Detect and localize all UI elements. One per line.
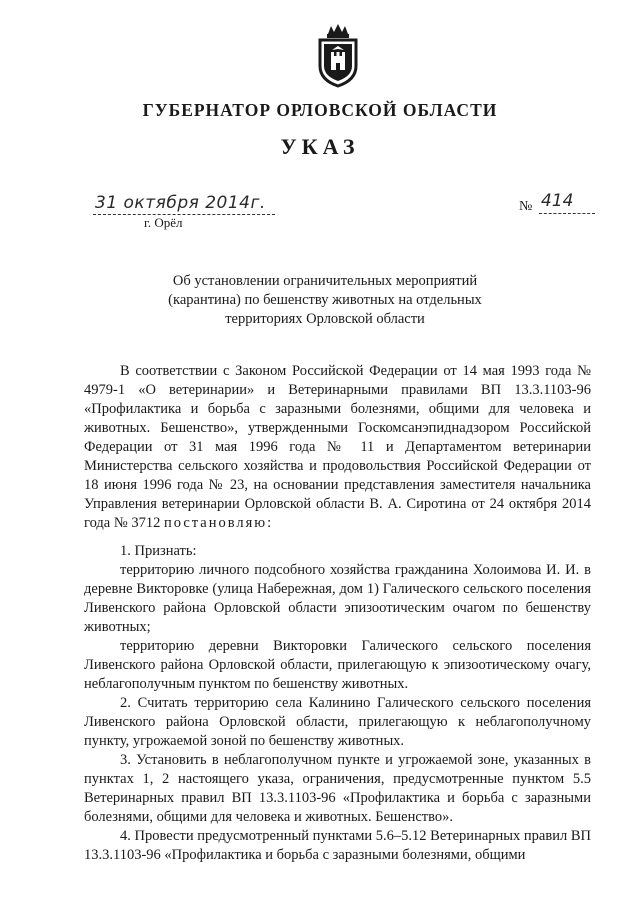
item-3: 3. Установить в неблагополучном пункте и угрожаемой зоне, указанных в пунктах 1, 2 настоящего указа, ограничения, предусмотренные пунктом 5.5 Ветеринарных правил ВП 13.3.1103-96 «Профилактика и борьба с заразными болезнями, общими для человека и животных. Бешенство». <box>84 752 591 825</box>
preamble-paragraph <box>84 362 591 533</box>
decree-items <box>84 542 591 865</box>
resolve-word: постановляю: <box>163 515 274 531</box>
preamble <box>84 362 591 533</box>
item-4: 4. Провести предусмотренный пунктами 5.6–5.12 Ветеринарных правил ВП 13.3.1103-96 «Профилактика и борьба с заразными болезнями, общими <box>84 828 591 863</box>
number-handwritten: 414 <box>541 191 574 211</box>
item-2: 2. Считать территорию села Калинино Галического сельского поселения Ливенского района Орловской области, прилегающую к неблагополучному пункту, угрожаемой зоной по бешенству животных. <box>84 695 591 749</box>
date-handwritten: 31 октября 2014г. <box>95 193 266 213</box>
item-1-text-b: территорию деревни Викторовки Галического сельского поселения Ливенского района Орловской области, прилегающую к эпизоотическому очагу, неблагополучным пунктом по бешенству животных. <box>84 638 591 692</box>
authority-title: ГУБЕРНАТОР ОРЛОВСКОЙ ОБЛАСТИ <box>142 100 498 120</box>
item-1-heading: 1. Признать: <box>120 543 197 559</box>
subject-block <box>130 272 520 329</box>
number-label: № <box>519 199 533 214</box>
subject-line: Об установлении ограничительных мероприятий <box>172 273 478 289</box>
city-label: г. Орёл <box>144 215 183 230</box>
preamble-text: В соответствии с Законом Российской Федерации от 14 мая 1993 года № 4979-1 «О ветеринарии» и Ветеринарными правилами ВП 13.3.1103-96 «Профилактика и борьба с заразными болезнями, общими для человека и животных. Бешенство», утвержденными Госкомсанэпиднадзором Российской Федерации от 31 мая 1996 года № 11 и Департаментом ветеринарии Министерства сельского хозяйства и продовольствия Российской Федерации от 18 июня 1996 года № 23, на основании представления заместителя начальника Управления ветеринарии Орловской области В. А. Сиротина от 24 октября 2014 года № 3712 <box>84 363 591 531</box>
item-1-text-a: территорию личного подсобного хозяйства гражданина Холоимова И. И. в деревне Викторовке (улица Набережная, дом 1) Галического сельского поселения Ливенского района Орловской области эпизоотическим очагом по бешенству животных; <box>84 562 591 635</box>
coat-of-arms-icon <box>314 22 362 88</box>
subject-line: (карантина) по бешенству животных на отдельных <box>168 292 482 308</box>
subject-line: территориях Орловской области <box>225 311 425 327</box>
document-type: УКАЗ <box>280 134 360 159</box>
